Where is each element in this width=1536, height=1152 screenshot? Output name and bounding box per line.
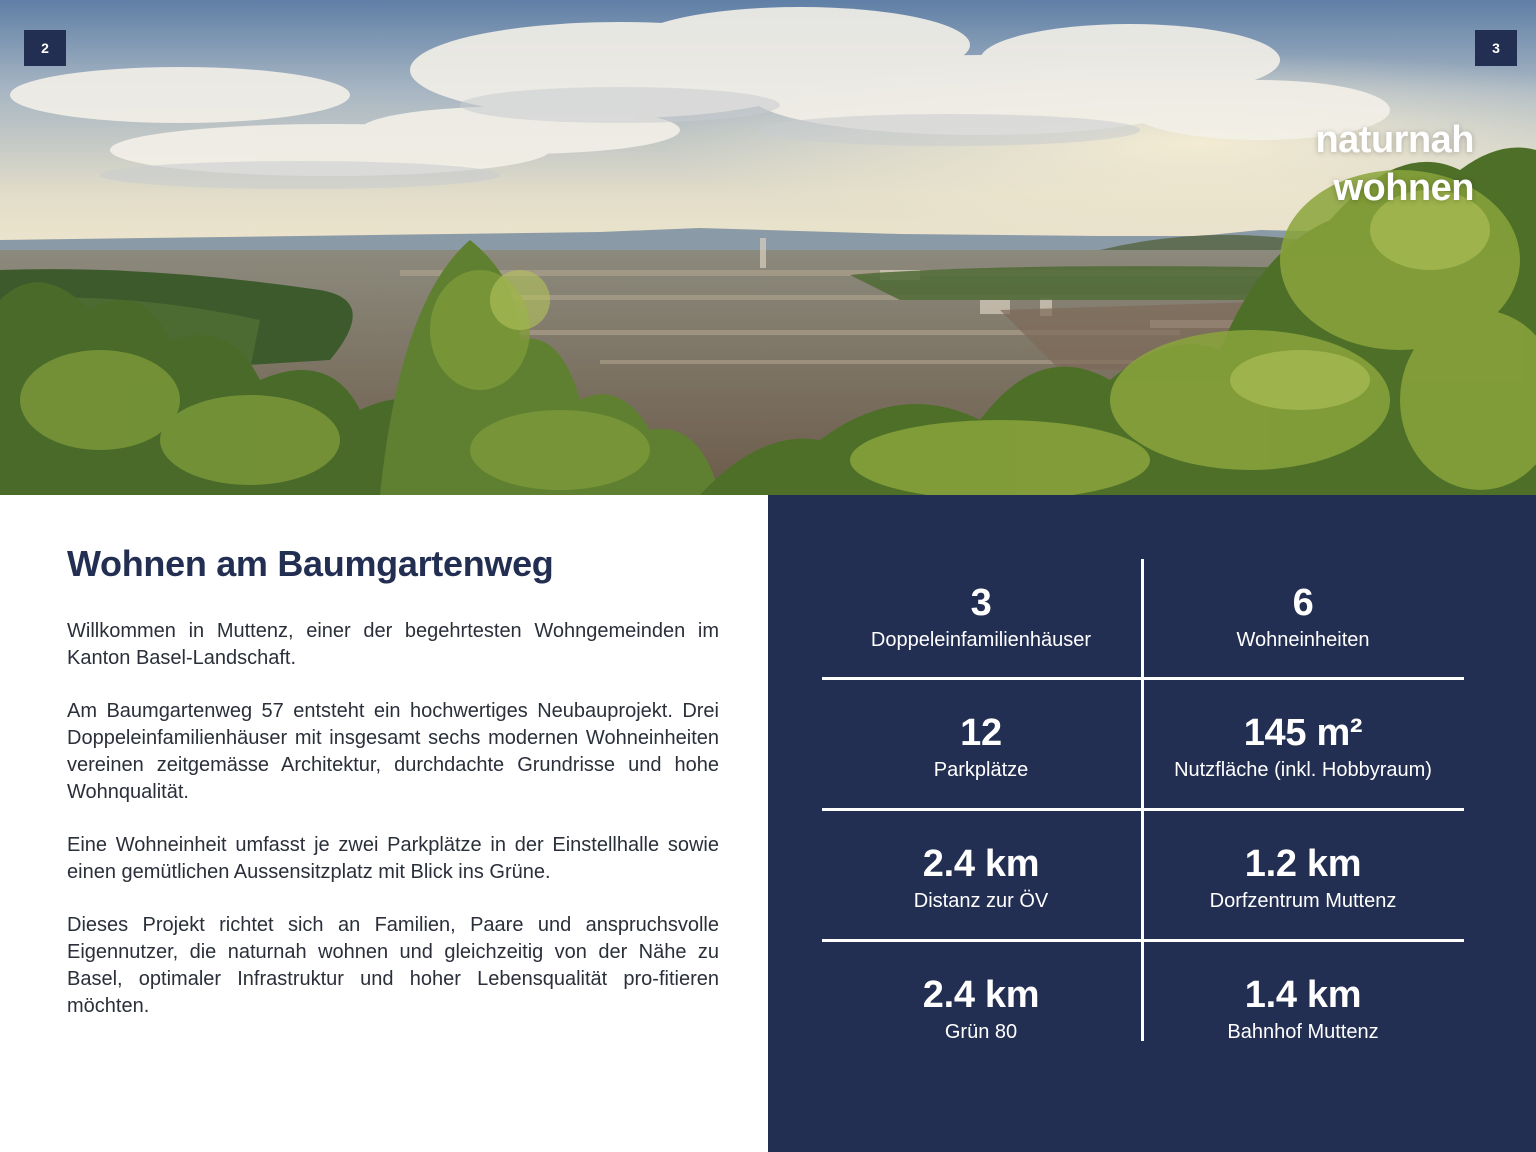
facts-grid bbox=[822, 559, 1464, 1041]
fact-label: Dorfzentrum Muttenz bbox=[1209, 890, 1397, 912]
fact-label: Distanz zur ÖV bbox=[913, 890, 1049, 912]
grid-divider-horizontal bbox=[822, 808, 1464, 811]
intro-paragraph-1: Willkommen in Muttenz, einer der begehrtesten Wohngemeinden im Kanton Basel-Landschaft. bbox=[67, 620, 719, 669]
fact-cell bbox=[822, 711, 1140, 783]
fact-cell bbox=[822, 842, 1140, 914]
facts-panel bbox=[768, 495, 1536, 1152]
grid-divider-horizontal bbox=[822, 677, 1464, 680]
fact-value: 3 bbox=[970, 582, 992, 624]
page-number-right: 3 bbox=[1475, 30, 1517, 66]
intro-section bbox=[67, 540, 719, 1046]
landscape-image bbox=[0, 0, 1536, 495]
fact-cell bbox=[1144, 581, 1462, 653]
fact-label: Doppeleinfamilienhäuser bbox=[870, 629, 1092, 651]
fact-cell bbox=[1144, 973, 1462, 1045]
tagline-line-1: naturnah bbox=[1315, 119, 1474, 161]
fact-cell bbox=[1144, 711, 1462, 783]
fact-value: 2.4 km bbox=[922, 843, 1040, 885]
intro-paragraph-2: Am Baumgartenweg 57 entsteht ein hochwertiges Neubauprojekt. Drei Doppeleinfamilienhäuser mit insgesamt sechs modernen Wohneinheiten vereinen zeitgemässe Architektur, durchdachte Grundrisse und hohe Wohnqualität. bbox=[67, 700, 719, 803]
fact-value: 1.2 km bbox=[1244, 843, 1362, 885]
fact-label: Parkplätze bbox=[933, 759, 1029, 781]
fact-value: 2.4 km bbox=[922, 974, 1040, 1016]
fact-cell bbox=[822, 581, 1140, 653]
page-title: Wohnen am Baumgartenweg bbox=[67, 543, 554, 584]
intro-paragraph-4: Dieses Projekt richtet sich an Familien, Paare und anspruchsvolle Eigennutzer, die naturnah wohnen und gleichzeitig von der Nähe zu Basel, optimaler Infrastruktur und hoher Lebensqualität pro-fitieren möchten. bbox=[67, 914, 719, 1017]
fact-label: Nutzfläche (inkl. Hobbyraum) bbox=[1174, 759, 1432, 781]
fact-label: Bahnhof Muttenz bbox=[1227, 1021, 1379, 1043]
fact-value: 12 bbox=[960, 712, 1002, 754]
fact-label: Grün 80 bbox=[944, 1021, 1018, 1043]
fact-value: 1.4 km bbox=[1244, 974, 1362, 1016]
hero-photo bbox=[0, 0, 1536, 495]
tagline bbox=[1315, 116, 1474, 212]
fact-value: 145 m² bbox=[1243, 712, 1363, 754]
fact-value: 6 bbox=[1292, 582, 1314, 624]
grid-divider-horizontal bbox=[822, 939, 1464, 942]
page-number-left: 2 bbox=[24, 30, 66, 66]
fact-label: Wohneinheiten bbox=[1236, 629, 1370, 651]
intro-paragraph-3: Eine Wohneinheit umfasst je zwei Parkplätze in der Einstellhalle sowie einen gemütlichen Aussensitzplatz mit Blick ins Grüne. bbox=[67, 834, 719, 883]
fact-cell bbox=[1144, 842, 1462, 914]
tagline-line-2: wohnen bbox=[1333, 167, 1474, 209]
fact-cell bbox=[822, 973, 1140, 1045]
